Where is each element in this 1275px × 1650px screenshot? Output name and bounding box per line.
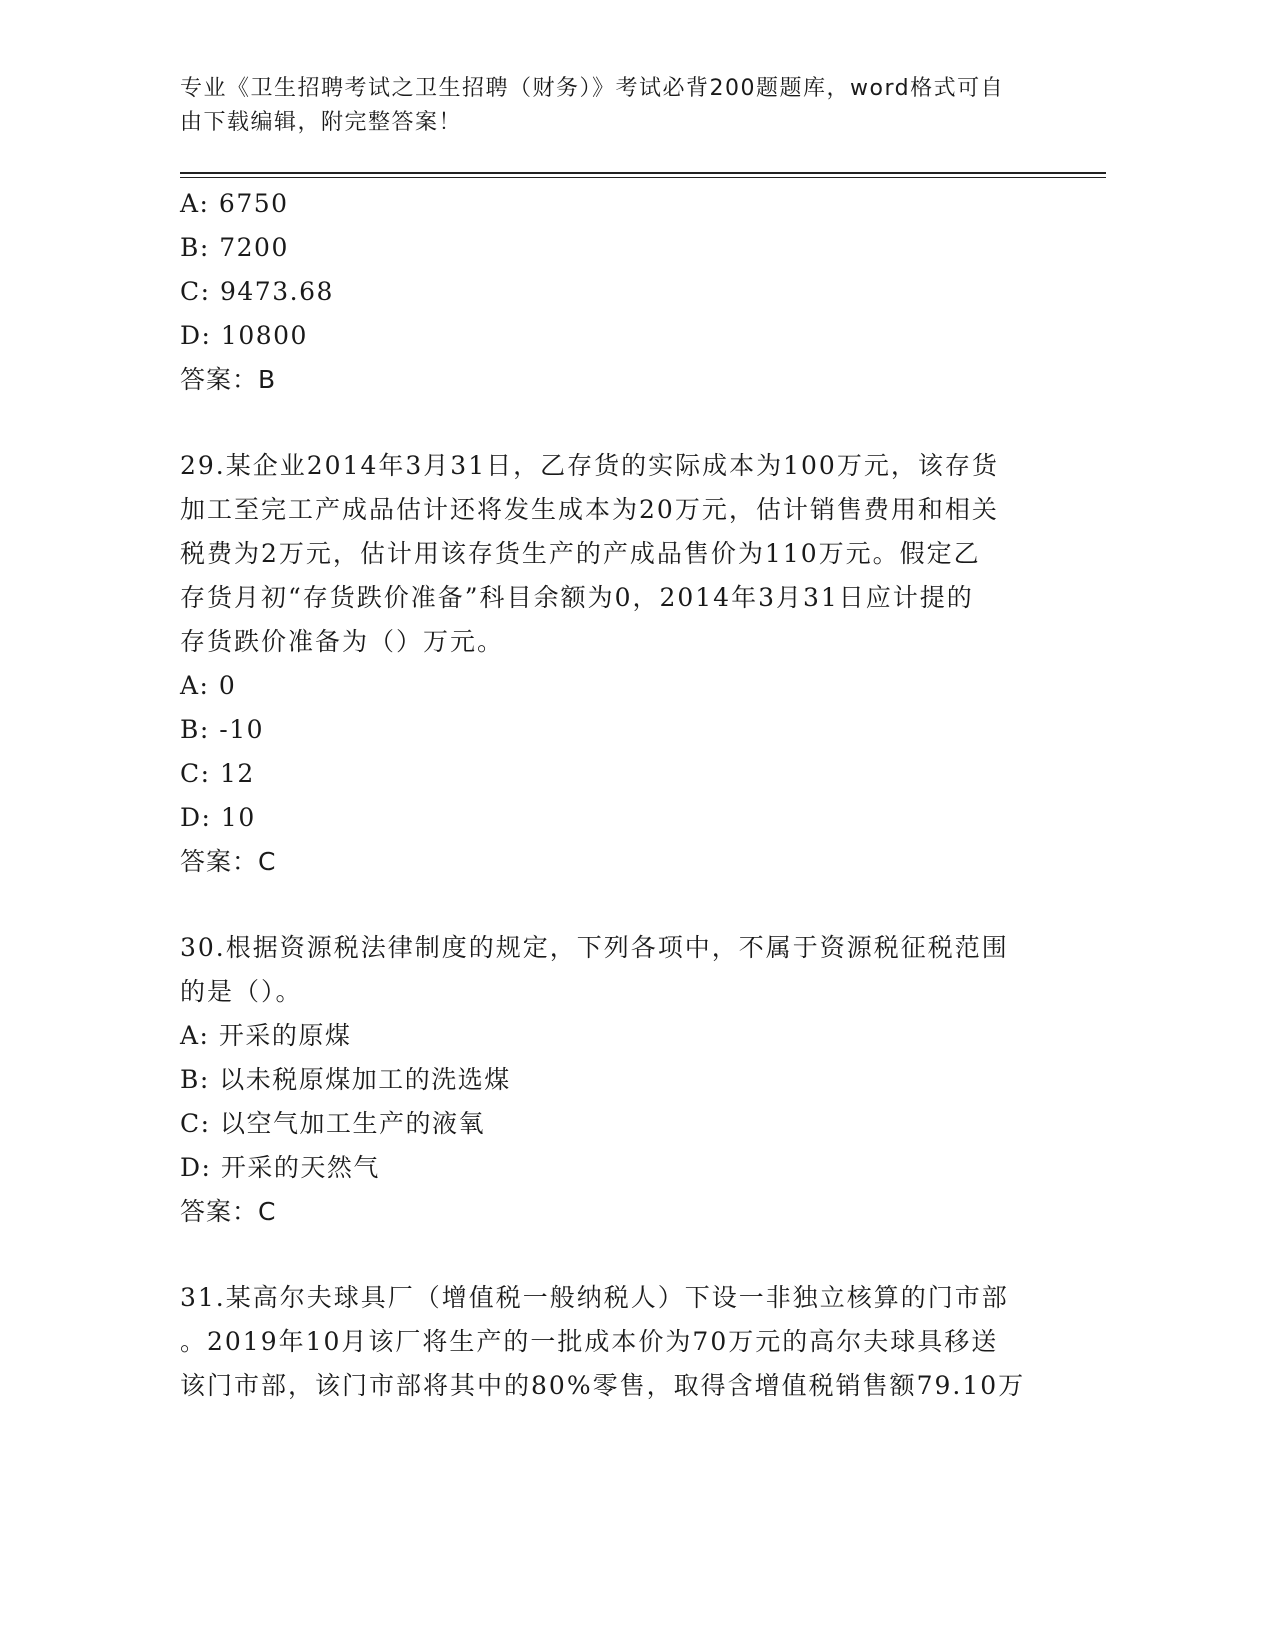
answer-line: 答案：C xyxy=(180,847,277,876)
stem-line: 29.某企业2014年3月31日，乙存货的实际成本为100万元，该存货 xyxy=(180,451,999,480)
stem-line: 加工至完工产成品估计还将发生成本为20万元，估计销售费用和相关 xyxy=(180,495,999,524)
option-c: C: 12 xyxy=(180,759,255,788)
question-stem xyxy=(180,444,1030,664)
option-d: D: 开采的天然气 xyxy=(180,1153,380,1182)
stem-line: 存货跌价准备为（）万元。 xyxy=(180,627,505,656)
question-29-block xyxy=(180,444,1040,884)
stem-line: 30.根据资源税法律制度的规定，下列各项中，不属于资源税征税范围 xyxy=(180,933,1009,962)
stem-line: 31.某高尔夫球具厂（增值税一般纳税人）下设一非独立核算的门市部 xyxy=(180,1283,1009,1312)
spacer xyxy=(180,1234,1040,1276)
header-rule-thin xyxy=(180,177,1106,178)
stem-line: 的是（）。 xyxy=(180,977,303,1006)
question-stem xyxy=(180,1276,1030,1408)
header-rule-thick xyxy=(180,172,1106,174)
option-b: B: 7200 xyxy=(180,233,289,262)
stem-line: 税费为2万元，估计用该存货生产的产成品售价为110万元。假定乙 xyxy=(180,539,981,568)
spacer xyxy=(180,884,1040,926)
option-b: B: -10 xyxy=(180,715,264,744)
question-30-block xyxy=(180,926,1040,1234)
question-31-block xyxy=(180,1276,1040,1408)
question-stem xyxy=(180,926,1030,1014)
option-c: C: 9473.68 xyxy=(180,277,334,306)
option-d: D: 10800 xyxy=(180,321,308,350)
header-line-1: 专业《卫生招聘考试之卫生招聘（财务）》考试必背200题题库，word格式可自 xyxy=(180,76,1005,101)
stem-line: 。2019年10月该厂将生产的一批成本价为70万元的高尔夫球具移送 xyxy=(180,1327,999,1356)
option-d: D: 10 xyxy=(180,803,256,832)
document-body xyxy=(180,182,1040,1408)
document-header xyxy=(180,72,1040,140)
answer-line: 答案：B xyxy=(180,365,277,394)
option-c: C: 以空气加工生产的液氧 xyxy=(180,1109,485,1138)
question-28-block xyxy=(180,182,1040,402)
header-line-2: 由下载编辑，附完整答案！ xyxy=(180,110,463,135)
option-a: A: 0 xyxy=(180,671,237,700)
option-a: A: 6750 xyxy=(180,189,289,218)
option-b: B: 以未税原煤加工的洗选煤 xyxy=(180,1065,511,1094)
stem-line: 该门市部，该门市部将其中的80%零售，取得含增值税销售额79.10万 xyxy=(180,1371,1026,1400)
spacer xyxy=(180,402,1040,444)
option-a: A: 开采的原煤 xyxy=(180,1021,352,1050)
answer-line: 答案：C xyxy=(180,1197,277,1226)
stem-line: 存货月初“存货跌价准备”科目余额为0，2014年3月31日应计提的 xyxy=(180,583,974,612)
